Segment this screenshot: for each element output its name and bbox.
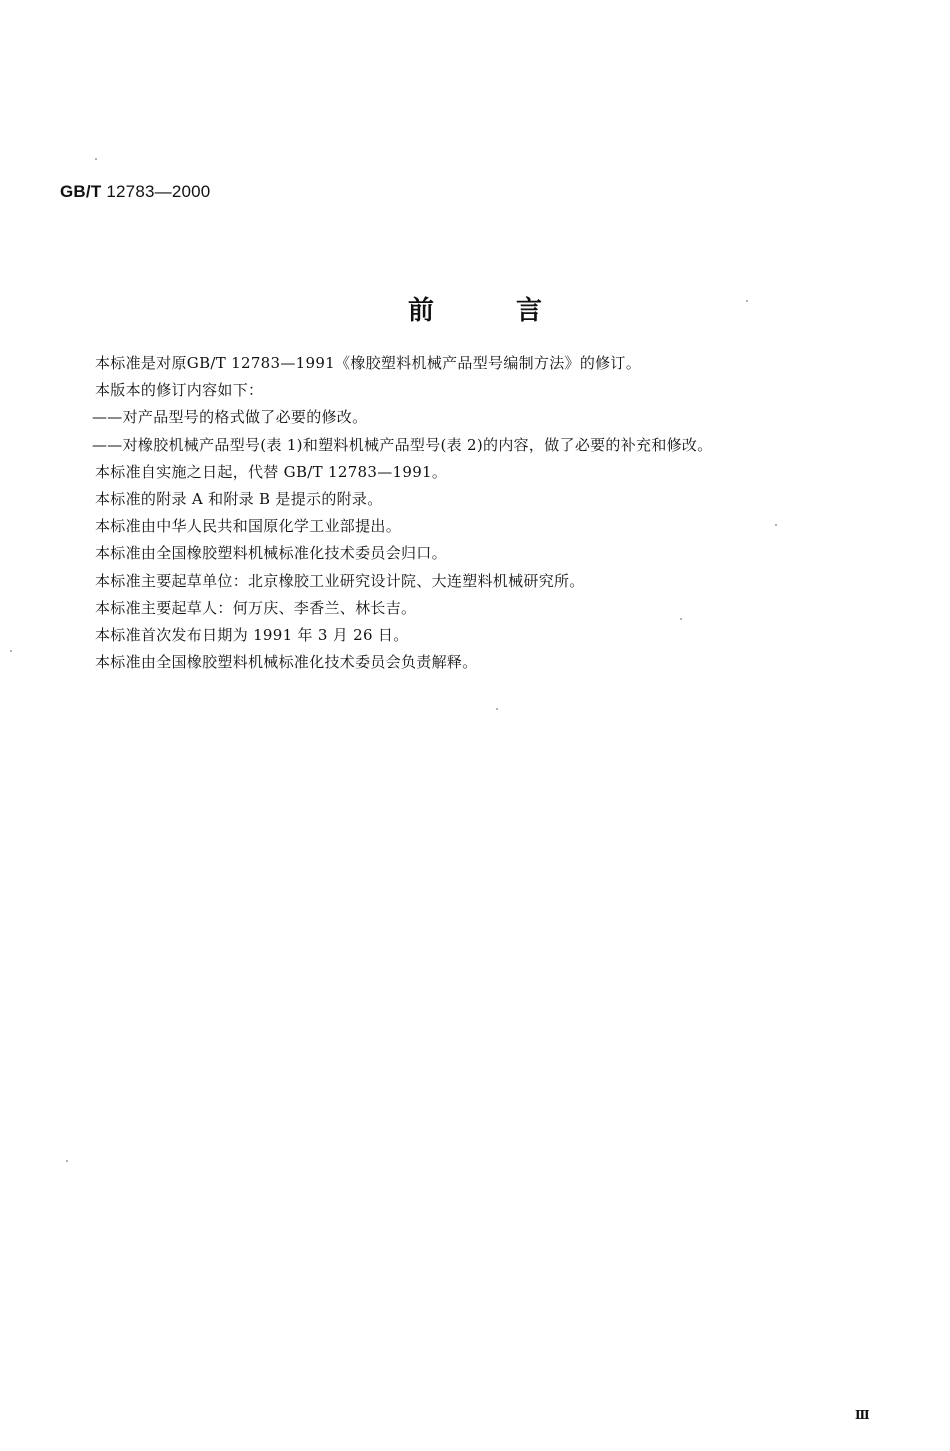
foreword-body xyxy=(92,350,915,676)
paragraph-replacement: 本标准自实施之日起，代替 GB/T 12783—1991。 xyxy=(95,462,448,481)
scan-speck xyxy=(95,158,97,160)
scan-speck xyxy=(66,1160,68,1162)
scan-speck xyxy=(746,300,748,302)
paragraph-committee: 本标准由全国橡胶塑料机械标准化技术委员会归口。 xyxy=(95,544,447,563)
scan-speck xyxy=(680,618,682,620)
paragraph-drafting-units: 本标准主要起草单位：北京橡胶工业研究设计院、大连塑料机械研究所。 xyxy=(95,571,585,590)
page-title: 前言 xyxy=(407,296,624,326)
paragraph-proposer: 本标准由中华人民共和国原化学工业部提出。 xyxy=(95,517,402,536)
standard-code: 12783—2000 xyxy=(106,182,211,201)
paragraph-appendix: 本标准的附录 A 和附录 B 是提示的附录。 xyxy=(95,490,383,509)
list-item-table-change: ——对橡胶机械产品型号(表 1)和塑料机械产品型号(表 2)的内容，做了必要的补充和修改。 xyxy=(92,435,713,454)
standard-prefix: GB/T xyxy=(60,182,102,201)
scan-speck xyxy=(496,708,498,710)
paragraph-revision-intro: 本版本的修订内容如下： xyxy=(95,381,264,400)
scan-speck xyxy=(775,524,777,526)
scan-speck xyxy=(10,650,12,652)
paragraph-first-release: 本标准首次发布日期为 1991 年 3 月 26 日。 xyxy=(95,626,409,645)
list-item-format-change: ——对产品型号的格式做了必要的修改。 xyxy=(92,408,368,427)
paragraph-revision-note: 本标准是对原GB/T 12783—1991《橡胶塑料机械产品型号编制方法》的修订。 xyxy=(95,354,642,372)
paragraph-interpretation: 本标准由全国橡胶塑料机械标准化技术委员会负责解释。 xyxy=(95,653,478,672)
page-number: Ⅲ xyxy=(855,1408,870,1422)
paragraph-drafters: 本标准主要起草人：何万庆、李香兰、林长吉。 xyxy=(95,598,417,617)
standard-number-header xyxy=(60,182,210,202)
